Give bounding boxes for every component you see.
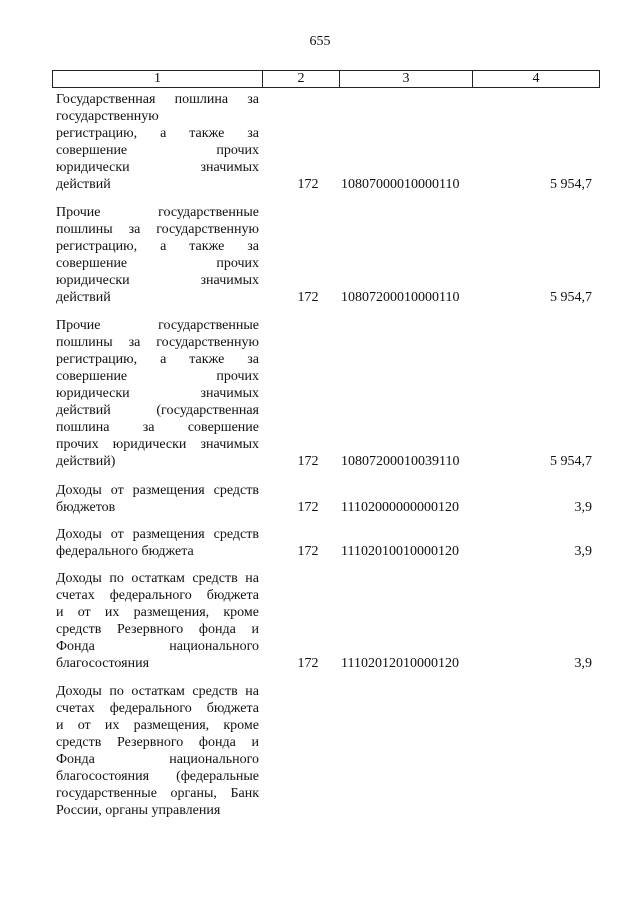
- table-row: [52, 570, 598, 672]
- row-amount: 5 954,7: [550, 290, 592, 305]
- description-line: пошлина за совершение: [56, 420, 259, 435]
- description-line: государственные органы, Банк: [56, 786, 259, 801]
- description-line: действий: [56, 177, 111, 192]
- row-admin-code: 172: [297, 454, 319, 469]
- row-admin-code: 172: [297, 500, 319, 515]
- row-admin-code: 172: [297, 656, 319, 671]
- row-budget-code: 11102000000000120: [341, 500, 459, 515]
- row-budget-code: 11102012010000120: [341, 656, 459, 671]
- table-row: [52, 91, 598, 193]
- row-amount: 3,9: [574, 544, 592, 559]
- description-line: Прочие государственные: [56, 318, 259, 333]
- row-description: [56, 482, 259, 516]
- description-line: пошлины за государственную: [56, 335, 259, 350]
- description-line: Доходы от размещения средств: [56, 483, 259, 498]
- table-row: [52, 683, 598, 819]
- description-line: благосостояния: [56, 656, 150, 671]
- description-line: федерального бюджета: [56, 544, 194, 559]
- header-col-3: 3: [340, 71, 473, 87]
- description-line: прочих юридически значимых: [56, 437, 259, 452]
- description-line: Доходы по остаткам средств на: [56, 684, 259, 699]
- description-line: совершение прочих: [56, 256, 259, 271]
- description-line: России, органы управления: [56, 803, 221, 818]
- description-line: юридически значимых: [56, 386, 259, 401]
- description-line: и от их размещения, кроме: [56, 718, 259, 733]
- description-line: юридически значимых: [56, 273, 259, 288]
- description-line: регистрацию, а также за: [56, 239, 259, 254]
- description-line: Доходы по остаткам средств на: [56, 571, 259, 586]
- row-amount: 5 954,7: [550, 177, 592, 192]
- description-line: юридически значимых: [56, 160, 259, 175]
- description-line: средств Резервного фонда и: [56, 735, 259, 750]
- description-line: государственную: [56, 109, 159, 124]
- description-line: средств Резервного фонда и: [56, 622, 259, 637]
- description-line: и от их размещения, кроме: [56, 605, 259, 620]
- page-number: 655: [309, 34, 331, 49]
- row-description: [56, 91, 259, 193]
- table-row: [52, 317, 598, 470]
- description-line: Прочие государственные: [56, 205, 259, 220]
- description-line: действий): [56, 454, 116, 469]
- description-line: совершение прочих: [56, 143, 259, 158]
- description-line: регистрацию, а также за: [56, 352, 259, 367]
- row-description: [56, 204, 259, 306]
- description-line: бюджетов: [56, 500, 116, 515]
- description-line: действий: [56, 290, 111, 305]
- row-budget-code: 10807200010039110: [341, 454, 460, 469]
- row-admin-code: 172: [297, 544, 319, 559]
- row-admin-code: 172: [297, 177, 319, 192]
- row-budget-code: 10807000010000110: [341, 177, 460, 192]
- description-line: совершение прочих: [56, 369, 259, 384]
- description-line: Фонда национального: [56, 752, 259, 767]
- description-line: пошлины за государственную: [56, 222, 259, 237]
- header-col-2: 2: [263, 71, 340, 87]
- row-budget-code: 10807200010000110: [341, 290, 460, 305]
- table-row: [52, 204, 598, 306]
- description-line: действий (государственная: [56, 403, 259, 418]
- row-amount: 3,9: [574, 656, 592, 671]
- table-header: [52, 70, 600, 88]
- header-col-4: 4: [532, 71, 540, 86]
- description-line: регистрацию, а также за: [56, 126, 259, 141]
- description-line: Государственная пошлина за: [56, 92, 259, 107]
- row-description: [56, 317, 259, 470]
- table-row: [52, 482, 598, 516]
- row-description: [56, 683, 259, 819]
- row-amount: 5 954,7: [550, 454, 592, 469]
- description-line: счетах федерального бюджета: [56, 588, 259, 603]
- row-budget-code: 11102010010000120: [341, 544, 459, 559]
- header-col-1: 1: [53, 71, 263, 87]
- row-admin-code: 172: [297, 290, 319, 305]
- row-amount: 3,9: [574, 500, 592, 515]
- description-line: благосостояния (федеральные: [56, 769, 259, 784]
- description-line: счетах федерального бюджета: [56, 701, 259, 716]
- table-row: [52, 526, 598, 560]
- row-description: [56, 570, 259, 672]
- row-description: [56, 526, 259, 560]
- description-line: Фонда национального: [56, 639, 259, 654]
- description-line: Доходы от размещения средств: [56, 527, 259, 542]
